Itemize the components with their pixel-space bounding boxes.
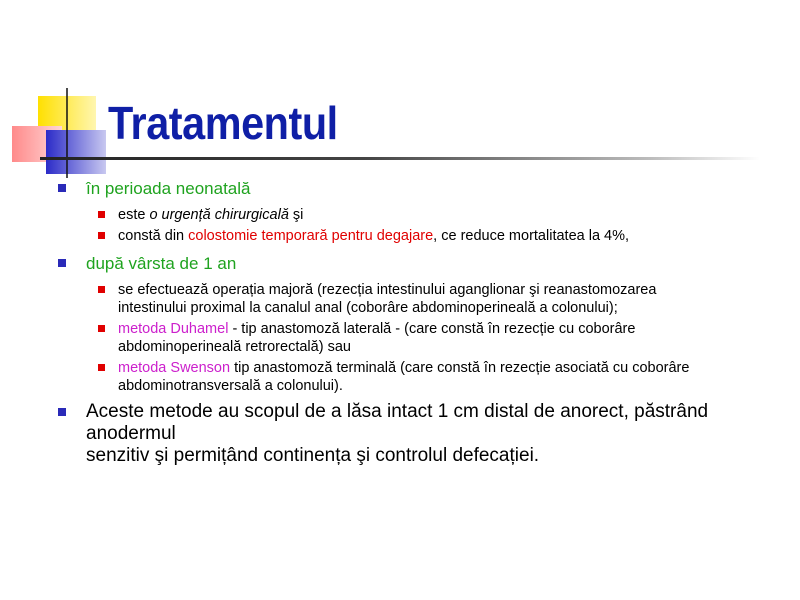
- list-item: [56, 320, 786, 356]
- bullet-icon: [98, 325, 105, 332]
- item-text: abdominotransversală a colonului).: [118, 378, 343, 394]
- bullet-icon: [58, 184, 66, 192]
- item-text: este: [118, 207, 150, 223]
- method-name: metoda Swenson: [118, 360, 231, 376]
- conclusion-text: Aceste metode au scopul de a lăsa intact 1 cm distal de anorect, păstrând anodermul: [86, 401, 709, 444]
- decorative-squares: [0, 0, 120, 180]
- method-name: metoda Duhamel: [118, 321, 229, 337]
- bullet-icon: [98, 286, 105, 293]
- bullet-icon: [58, 259, 66, 267]
- section-heading: în perioada neonatală: [86, 179, 251, 198]
- list-item: [56, 281, 786, 317]
- section-after-1-year: [56, 253, 786, 275]
- list-item: [56, 206, 786, 224]
- item-text: şi: [288, 207, 304, 223]
- title-underline: [40, 157, 760, 160]
- slide-content: [56, 178, 786, 467]
- item-emphasis: o urgență chirurgicală: [149, 207, 289, 223]
- item-text: intestinului proximal la canalul anal (coborâre abdominoperineală a colonului);: [118, 300, 618, 316]
- bullet-icon: [98, 232, 105, 239]
- item-text: constă din: [118, 228, 189, 244]
- bullet-icon: [58, 408, 66, 416]
- item-text: tip anastomoză terminală (care constă în rezecție asociată cu coborâre: [230, 360, 690, 376]
- list-item: [56, 227, 786, 245]
- item-highlight: colostomie temporară pentru degajare: [188, 228, 434, 244]
- bullet-icon: [98, 364, 105, 371]
- blue-square: [46, 130, 106, 174]
- conclusion: [56, 401, 786, 467]
- item-text: abdominoperineală retrorectală) sau: [118, 339, 351, 355]
- list-item: [56, 359, 786, 395]
- section-neonatal: [56, 178, 786, 200]
- item-text: se efectuează operația majoră (rezecția intestinului aganglionar şi reanastomozarea: [118, 282, 657, 298]
- conclusion-text: senzitiv şi permițând continența şi controlul defecației.: [86, 445, 540, 466]
- section-heading: după vârsta de 1 an: [86, 254, 237, 273]
- bullet-icon: [98, 211, 105, 218]
- item-text: - tip anastomoză laterală - (care constă în rezecție cu coborâre: [228, 321, 636, 337]
- slide-title: Tratamentul: [108, 97, 338, 149]
- item-text: , ce reduce mortalitatea la 4%,: [433, 228, 630, 244]
